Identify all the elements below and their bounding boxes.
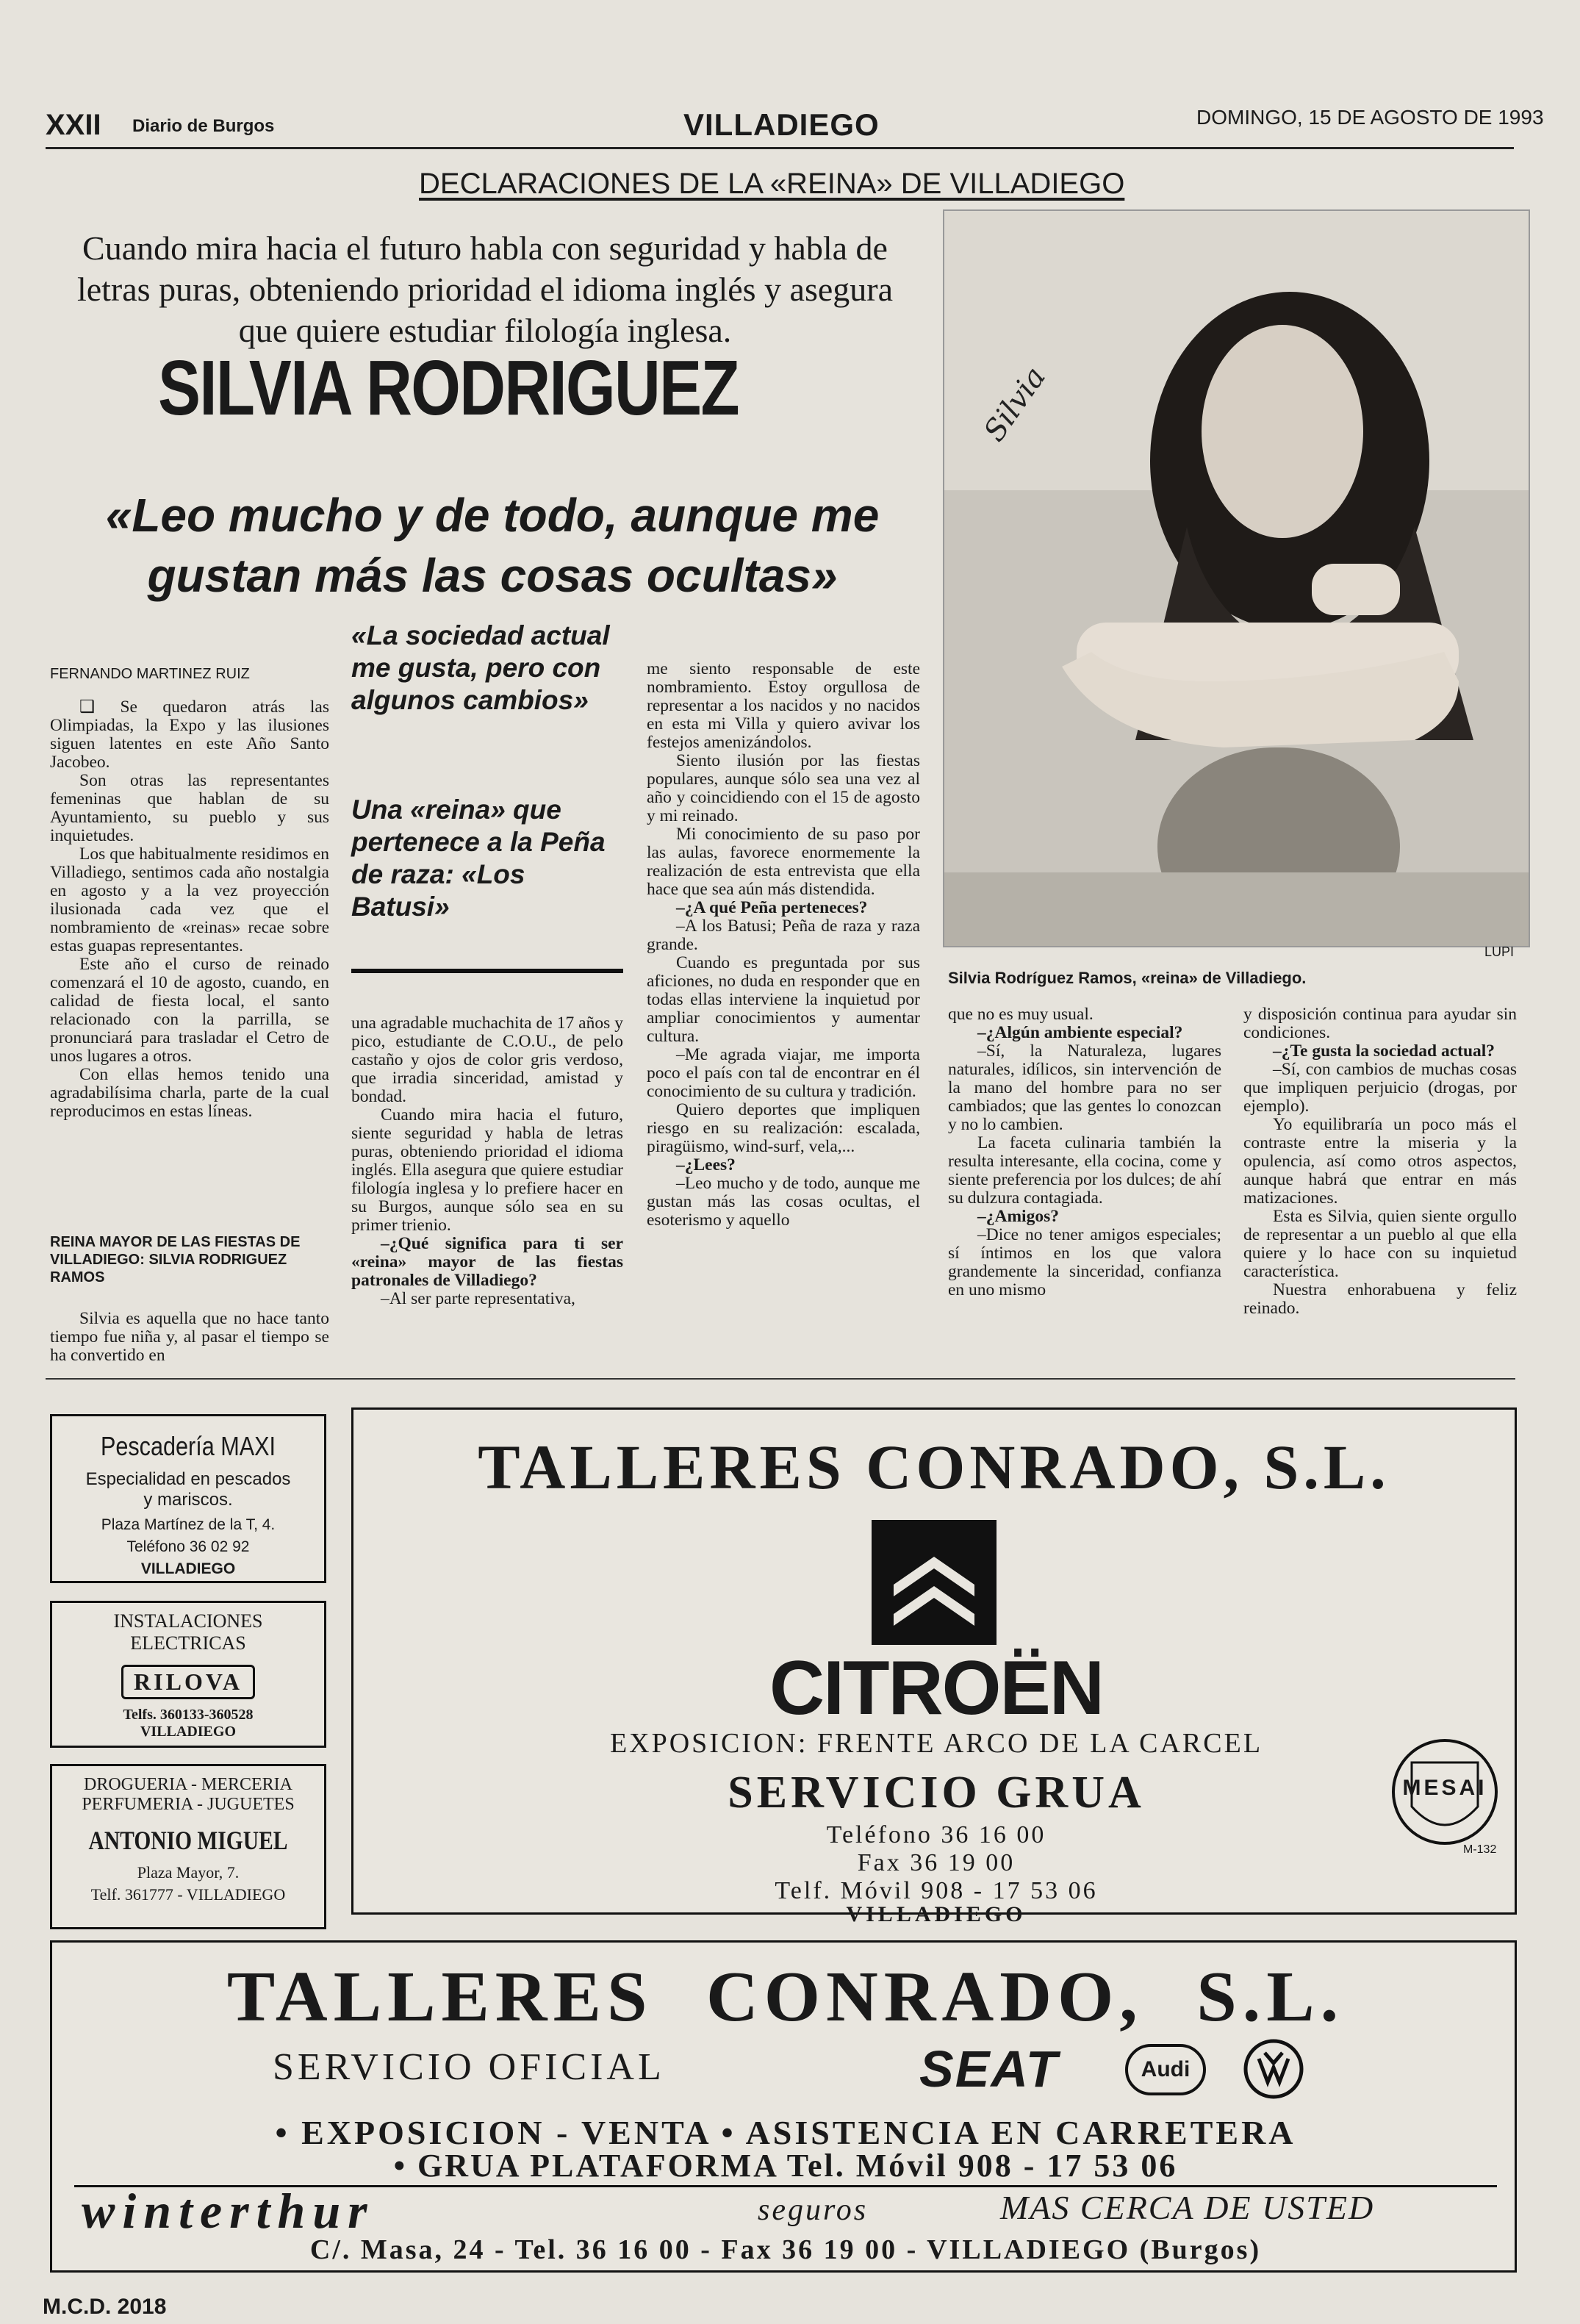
paragraph: y disposición continua para ayudar sin condiciones. — [1243, 1005, 1517, 1042]
photo-signature: Silvia — [977, 360, 1053, 448]
audi-label: Audi — [1141, 2057, 1191, 2081]
paragraph: –A los Batusi; Peña de raza y raza grande. — [647, 917, 920, 954]
ad-phone: Telf. 361777 - VILLADIEGO — [90, 1885, 286, 1904]
ad-phone: Teléfono 36 02 92 — [126, 1538, 250, 1555]
ad-address: Plaza Mayor, 7. — [137, 1863, 240, 1882]
ad-title: TALLERES CONRADO, S.L. — [478, 1432, 1390, 1502]
ad-talleres-conrado-seat — [50, 1940, 1517, 2273]
paragraph: Nuestra enhorabuena y feliz reinado. — [1243, 1280, 1517, 1318]
article-column-4 — [948, 1005, 1221, 1299]
photo-credit: LUPI — [1484, 944, 1515, 959]
article-deck: Cuando mira hacia el futuro habla con seguridad y habla de letras puras, obteniendo prioridad el idioma inglés y asegura que quiere estudiar filología inglesa. — [76, 229, 894, 349]
ad-line: Especialidad en pescados y mariscos. — [85, 1469, 291, 1510]
ad-line: EXPOSICION: FRENTE ARCO DE LA CARCEL — [609, 1728, 1263, 1759]
ad-town: VILLADIEGO — [140, 1724, 237, 1740]
question: –¿Amigos? — [977, 1207, 1059, 1226]
ad-line: PERFUMERIA - JUGUETES — [82, 1795, 295, 1814]
paragraph: Quiero deportes que impliquen riesgo en su realización: escalada, piragüismo, wind-surf, vela,... — [647, 1100, 920, 1156]
paragraph: Son otras las representantes femeninas que hablan de su Ayuntamiento, su pueblo y sus inquietudes. — [50, 771, 329, 845]
pull-quote-1: «La sociedad actual me gusta, pero con algunos cambios» — [351, 620, 610, 715]
paragraph: –Me agrada viajar, me importa poco el país con tal de encontrar en él conocimiento de su cultura y tradición. — [647, 1045, 920, 1101]
paragraph: Yo equilibraría un poco más el contraste entre la miseria y la opulencia, así como otros aspectos, aunque habrá que entrar en más matizaciones. — [1243, 1115, 1517, 1208]
issue-date: DOMINGO, 15 DE AGOSTO DE 1993 — [1196, 106, 1544, 129]
article-headline: SILVIA RODRIGUEZ — [158, 345, 739, 431]
ad-address: Plaza Martínez de la T, 4. — [101, 1516, 276, 1533]
badge-text: MESAI — [1402, 1776, 1487, 1800]
ad-slogan: MAS CERCA DE USTED — [1000, 2189, 1375, 2226]
question: –¿Te gusta la sociedad actual? — [1273, 1041, 1495, 1061]
ad-line: ELECTRICAS — [130, 1632, 246, 1654]
ad-antonio-miguel — [50, 1764, 326, 1929]
photo-caption: Silvia Rodríguez Ramos, «reina» de Villadiego. — [948, 969, 1307, 987]
paragraph: Cuando es preguntada por sus aficiones, no duda en responder que en todas ellas interviene la inquietud por ampliar conocimientos y aumentar cultura. — [647, 953, 920, 1046]
ad-phone: Telfs. 360133-360528 — [123, 1707, 254, 1723]
question: –¿Qué significa para ti ser «reina» mayor de las fiestas patronales de Villadiego? — [351, 1234, 623, 1290]
paragraph: Con ellas hemos tenido una agradabilísima charla, parte de la cual reproducimos en estas líneas. — [50, 1065, 329, 1121]
page-number: XXII — [46, 109, 101, 141]
pull-quote-2: Una «reina» que pertenece a la Peña de raza: «Los Batusi» — [351, 795, 606, 922]
seat-logo: SEAT — [919, 2040, 1059, 2098]
portrait-illustration — [944, 211, 1529, 946]
badge-code: M-132 — [1463, 1843, 1497, 1856]
vw-logo-icon — [1243, 2038, 1304, 2100]
ad-title: TALLERES CONRADO, S.L. — [226, 1957, 1345, 2037]
ad-line: • EXPOSICION - VENTA • ASISTENCIA EN CARRETERA — [275, 2114, 1296, 2151]
portrait-photo — [943, 209, 1530, 947]
paragraph: Cuando mira hacia el futuro, siente seguridad y habla de letras puras, obteniendo prioridad el idioma inglés. Ella asegura que quiere estudiar filología inglesa y lo prefiere hacer en su Burgos, aunque sólo sea en su primer trienio. — [351, 1105, 623, 1235]
paragraph: una agradable muchachita de 17 años y pico, estudiante de C.O.U., de pelo castaño y ojos de color gris verdoso, que irradia sinceridad, amistad y bondad. — [351, 1014, 623, 1106]
question: –¿Lees? — [676, 1155, 736, 1174]
ad-line: seguros — [758, 2193, 869, 2227]
ad-talleres-conrado-citroen — [351, 1407, 1517, 1926]
ad-logo-rilova: RILOVA — [121, 1665, 255, 1699]
ad-address: C/. Masa, 24 - Tel. 36 16 00 - Fax 36 19 00 - VILLADIEGO (Burgos) — [309, 2234, 1262, 2265]
ad-line: • GRUA PLATAFORMA Tel. Móvil 908 - 17 53 06 — [393, 2148, 1178, 2184]
ad-fax: Fax 36 19 00 — [857, 1849, 1016, 1876]
article-column-1 — [50, 698, 329, 1121]
pull-quote-rule — [351, 969, 623, 973]
ad-title: ANTONIO MIGUEL — [88, 1826, 288, 1855]
paragraph: –Sí, con cambios de muchas cosas que impliquen perjuicio (drogas, por ejemplo). — [1243, 1060, 1517, 1116]
section-separator — [46, 1378, 1515, 1380]
paragraph: –Leo mucho y de todo, aunque me gustan más las cosas ocultas, el esoterismo y aquello — [647, 1174, 920, 1230]
paragraph: –Sí, la Naturaleza, lugares naturales, idílicos, sin intervención de la mano del hombre para no ser cambiados; que las gentes lo conozcan y no lo cambien. — [948, 1041, 1221, 1134]
paragraph: ❑ Se quedaron atrás las Olimpiadas, la Expo y las ilusiones siguen latentes en este Año Santo Jacobeo. — [50, 697, 329, 772]
ad-phone: Teléfono 36 16 00 — [826, 1821, 1046, 1848]
question: –¿A qué Peña perteneces? — [676, 898, 868, 917]
paragraph: Este año el curso de reinado comenzará el 10 de agosto, cuando, en calidad de fiesta local, el santo relacionado con la parrilla, se pronunciará para trasladar el Cetro de unos lugares a otros. — [50, 955, 329, 1066]
article-kicker: DECLARACIONES DE LA «REINA» DE VILLADIEGO — [419, 168, 1125, 200]
ad-line: SERVICIO OFICIAL — [273, 2046, 665, 2088]
ad-title: Pescadería MAXI — [100, 1431, 276, 1461]
archive-mark: M.C.D. 2018 — [43, 2295, 167, 2319]
header-rule — [46, 147, 1514, 149]
ad-rilova — [50, 1601, 326, 1748]
ad-line: SERVICIO GRUA — [728, 1768, 1145, 1818]
audi-logo-icon — [1125, 2044, 1206, 2095]
ad-line: DROGUERIA - MERCERIA — [83, 1775, 292, 1794]
ad-pescaderia-maxi — [50, 1414, 326, 1583]
paragraph: me siento responsable de este nombramiento. Estoy orgullosa de representar a los nacidos y no nacidos en esta mi Villa y quiero avivar los festejos amenizándolos. — [647, 659, 920, 752]
ad-town: VILLADIEGO — [140, 1560, 236, 1577]
paragraph: que no es muy usual. — [948, 1005, 1094, 1024]
ad-line: INSTALACIONES — [113, 1610, 263, 1632]
ad-town: VILLADIEGO — [846, 1902, 1027, 1926]
paragraph: –Dice no tener amigos especiales; sí íntimos en los que valora grandemente la sinceridad, confianza en uno mismo — [948, 1225, 1221, 1299]
paragraph: Mi conocimiento de su paso por las aulas, favorece enormemente la realización de esta entrevista que ella hace que sea aún más distendida. — [647, 825, 920, 899]
paragraph: Esta es Silvia, quien siente orgullo de representar a un pueblo al que ella quiere y lo hace con su inquietud característica. — [1243, 1207, 1517, 1281]
mesai-badge-icon — [1382, 1733, 1507, 1858]
citroen-chevron-icon — [872, 1520, 997, 1645]
paragraph: Silvia es aquella que no hace tanto tiempo fue niña y, al pasar el tiempo se ha convertido en — [50, 1309, 329, 1365]
article-main-quote: «Leo mucho y de todo, aunque me gustan más las cosas ocultas» — [105, 489, 880, 602]
paragraph: Los que habitualmente residimos en Villadiego, sentimos cada año nostalgia en agosto y a la vez proyección ilusionada cada vez que el nombramiento de «reinas» recae sobre estas guapas representantes. — [50, 844, 329, 955]
article-subhead: REINA MAYOR DE LAS FIESTAS DE VILLADIEGO: SILVIA RODRIGUEZ RAMOS — [50, 1234, 301, 1285]
ad-mobile: Telf. Móvil 908 - 17 53 06 — [775, 1877, 1098, 1904]
article-column-2 — [351, 1014, 623, 1308]
byline: FERNANDO MARTINEZ RUIZ — [50, 666, 250, 682]
paragraph: Siento ilusión por las fiestas populares, aunque sólo sea una vez al año y coincidiendo con el 15 de agosto y mi reinado. — [647, 751, 920, 825]
paragraph: La faceta culinaria también la resulta interesante, ella cocina, come y siente preferencia por los dulces; de ahí su dulzura contagiada. — [948, 1133, 1221, 1208]
newspaper-name: Diario de Burgos — [132, 116, 275, 136]
paragraph: –Al ser parte representativa, — [381, 1289, 575, 1308]
article-column-3 — [647, 660, 920, 1230]
section-title: VILLADIEGO — [683, 107, 880, 142]
citroen-wordmark: CITROËN — [769, 1646, 1103, 1731]
winterthur-logo: winterthur — [82, 2183, 375, 2239]
question: –¿Algún ambiente especial? — [977, 1023, 1183, 1042]
article-column-5 — [1243, 1005, 1517, 1318]
article-column-1b — [50, 1310, 329, 1365]
